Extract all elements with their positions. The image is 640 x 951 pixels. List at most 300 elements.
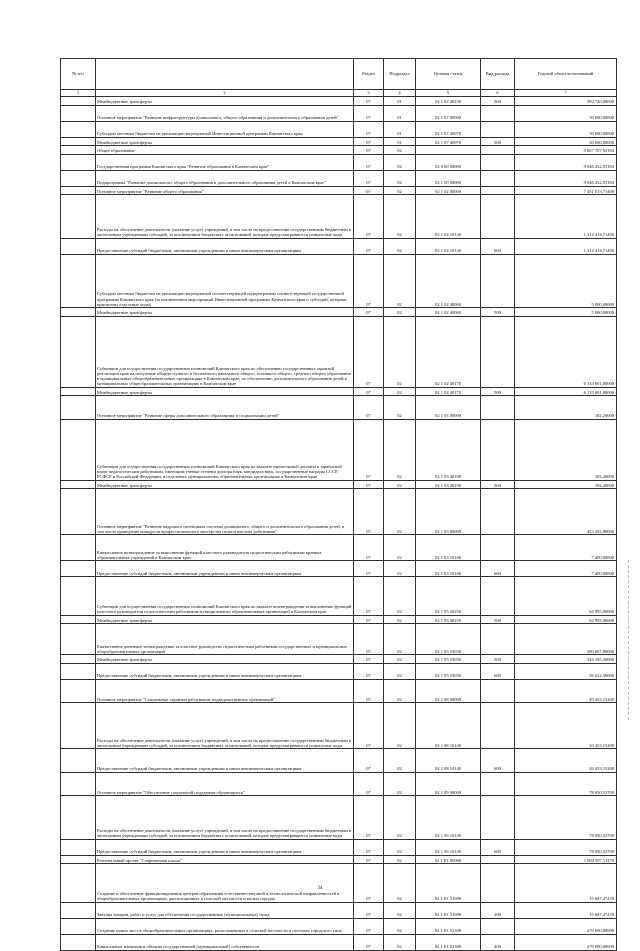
row-number bbox=[61, 316, 96, 387]
row-name: Субвенции для осуществления государственных полномочий Камчатского края по обеспечению государственных гарантий реализации прав на получение общедоступного и бесплатного начального общего, основного общего, среднего общего образования в муниципальных общеобразовательных организациях в Камчатском крае, по обеспечению дополнительного образования детей в муниципальных общеобразовательных организациях в Камчатском крае bbox=[96, 316, 354, 387]
row-number bbox=[61, 663, 96, 679]
row-name: Предоставление субсидий бюджетным, автономным учреждениям и иным некоммерческим организациям bbox=[96, 839, 354, 855]
table-row bbox=[61, 624, 617, 655]
row-razdel: 07 bbox=[354, 308, 384, 317]
row-razdel: 07 bbox=[354, 387, 384, 396]
row-statya: 02 1 08 10140 bbox=[416, 703, 481, 749]
row-razdel: 07 bbox=[354, 489, 384, 535]
row-number bbox=[61, 308, 96, 317]
index-cell: 6 bbox=[481, 90, 515, 97]
row-amount: 1 312 414,71400 bbox=[515, 238, 617, 254]
table-row bbox=[61, 918, 617, 934]
row-podrazdel: 02 bbox=[384, 918, 416, 934]
row-number bbox=[61, 703, 96, 749]
row-amount: 9 046 432,93184 bbox=[515, 170, 617, 186]
row-razdel: 07 bbox=[354, 186, 384, 195]
row-statya: 02 1 05 53030 bbox=[416, 655, 481, 664]
row-vid: 500 bbox=[481, 97, 515, 106]
header-razdel: Раздел bbox=[354, 59, 384, 90]
header-podrazdel: Подраздел bbox=[384, 59, 416, 90]
row-vid: 600 bbox=[481, 839, 515, 855]
table-row bbox=[61, 615, 617, 624]
row-razdel: 07 bbox=[354, 137, 384, 146]
row-podrazdel: 01 bbox=[384, 121, 416, 137]
table-row bbox=[61, 679, 617, 703]
row-amount: 344 185,30000 bbox=[515, 655, 617, 664]
row-razdel: 07 bbox=[354, 121, 384, 137]
row-statya: 02 1 02 10140 bbox=[416, 238, 481, 254]
row-number bbox=[61, 121, 96, 137]
row-podrazdel: 02 bbox=[384, 934, 416, 950]
row-name: Расходы на обеспечение деятельности (оказание услуг) учреждений, в том числе на предоставление государственным бюджетным и автономным учреждениям субсидий, за исключением бюджетных ассигнований, которые предусматриваются уникальные коды bbox=[96, 195, 354, 239]
row-name: Межбюджетные трансферты bbox=[96, 97, 354, 106]
row-name: Межбюджетные трансферты bbox=[96, 655, 354, 664]
row-statya: 02 1 05 53030 bbox=[416, 624, 481, 655]
row-vid: 500 bbox=[481, 480, 515, 489]
row-podrazdel: 02 bbox=[384, 170, 416, 186]
row-statya: 02 1 02 40060 bbox=[416, 308, 481, 317]
row-number bbox=[61, 624, 96, 655]
table-row bbox=[61, 316, 617, 387]
row-statya: 02 1 08 00000 bbox=[416, 679, 481, 703]
row-vid bbox=[481, 195, 515, 239]
row-vid: 200 bbox=[481, 902, 515, 918]
header-sum: Годовой объем ассигнований bbox=[515, 59, 617, 90]
index-cell: 2 bbox=[96, 90, 354, 97]
budget-table bbox=[60, 58, 617, 951]
row-podrazdel: 02 bbox=[384, 316, 416, 387]
row-podrazdel: 02 bbox=[384, 663, 416, 679]
row-name: Государственная программа Камчатского края "Развитие образования в Камчатском крае" bbox=[96, 154, 354, 170]
row-razdel: 07 bbox=[354, 254, 384, 308]
row-statya: 02 1 07 40070 bbox=[416, 121, 481, 137]
table-row bbox=[61, 772, 617, 796]
table-row bbox=[61, 186, 617, 195]
table-row bbox=[61, 934, 617, 950]
table-row bbox=[61, 535, 617, 561]
table-row bbox=[61, 663, 617, 679]
row-vid: 500 bbox=[481, 615, 515, 624]
row-statya: 02 1 02 10140 bbox=[416, 195, 481, 239]
table-row bbox=[61, 839, 617, 855]
row-podrazdel: 02 bbox=[384, 864, 416, 903]
table-row bbox=[61, 97, 617, 106]
row-vid bbox=[481, 864, 515, 903]
row-number bbox=[61, 749, 96, 773]
row-vid bbox=[481, 396, 515, 420]
index-row bbox=[61, 90, 617, 97]
row-name: Расходы на обеспечение деятельности (оказание услуг) учреждений, в том числе на предоставление государственным бюджетным и автономным учреждениям субсидий, за исключением бюджетных ассигнований, которые предусматриваются уникальные коды bbox=[96, 796, 354, 840]
row-name: Субсидии местным бюджетам на реализацию мероприятий соответствующей подпрограммы соответствующей государственной программы Камчатского края (за исключением мероприятий Инвестиционной программы Камчатского края и субсидий, которым присвоены отдельные коды) bbox=[96, 254, 354, 308]
row-podrazdel: 02 bbox=[384, 238, 416, 254]
row-podrazdel: 02 bbox=[384, 480, 416, 489]
table-row bbox=[61, 655, 617, 664]
index-cell: 7 bbox=[515, 90, 617, 97]
row-name: Основное мероприятие "Развитие кадрового потенциала системы дошкольного, общего и дополнительного образования детей, в том числе проведение конкурсов профессионального мастерства педагогических работников" bbox=[96, 489, 354, 535]
row-statya: 02 1 05 10160 bbox=[416, 561, 481, 577]
row-number bbox=[61, 396, 96, 420]
table-row bbox=[61, 864, 617, 903]
row-podrazdel: 02 bbox=[384, 749, 416, 773]
table-row bbox=[61, 577, 617, 616]
header-statya: Целевая статья bbox=[416, 59, 481, 90]
row-vid bbox=[481, 855, 515, 864]
row-number bbox=[61, 195, 96, 239]
row-statya: 02 1 E1 52300 bbox=[416, 918, 481, 934]
row-vid: 500 bbox=[481, 137, 515, 146]
row-number bbox=[61, 918, 96, 934]
header-num: № п/п bbox=[61, 59, 96, 90]
row-statya: 02 1 02 40170 bbox=[416, 316, 481, 387]
row-vid: 600 bbox=[481, 561, 515, 577]
row-vid: 600 bbox=[481, 663, 515, 679]
row-name: Предоставление субсидий бюджетным, автономным учреждениям и иным некоммерческим организациям bbox=[96, 749, 354, 773]
row-name: Основное мероприятие "Развитие общего образования" bbox=[96, 186, 354, 195]
row-number bbox=[61, 864, 96, 903]
row-name: Основное мероприятие "Развитие инфраструктуры дошкольного, общего образования и дополнительного образования детей" bbox=[96, 105, 354, 121]
row-razdel: 07 bbox=[354, 918, 384, 934]
row-number bbox=[61, 535, 96, 561]
row-razdel: 07 bbox=[354, 105, 384, 121]
budget-table-page bbox=[60, 58, 616, 951]
row-amount: 30 000,00000 bbox=[515, 105, 617, 121]
row-vid bbox=[481, 419, 515, 480]
row-razdel: 07 bbox=[354, 170, 384, 186]
table-row bbox=[61, 170, 617, 186]
row-statya: 02 1 05 00000 bbox=[416, 489, 481, 535]
row-amount: 5 000,00000 bbox=[515, 254, 617, 308]
row-amount: 270 000,00000 bbox=[515, 918, 617, 934]
table-row bbox=[61, 902, 617, 918]
row-podrazdel: 02 bbox=[384, 902, 416, 918]
row-razdel: 07 bbox=[354, 195, 384, 239]
row-amount: 20 453,15200 bbox=[515, 703, 617, 749]
row-podrazdel: 02 bbox=[384, 146, 416, 155]
row-amount: 270 000,00000 bbox=[515, 934, 617, 950]
row-podrazdel: 02 bbox=[384, 154, 416, 170]
table-row bbox=[61, 154, 617, 170]
row-amount: 20 453,15200 bbox=[515, 679, 617, 703]
row-statya: 02 1 E1 00000 bbox=[416, 855, 481, 864]
row-statya: 02 1 02 40230 bbox=[416, 97, 481, 106]
table-row bbox=[61, 137, 617, 146]
row-podrazdel: 02 bbox=[384, 396, 416, 420]
row-vid bbox=[481, 105, 515, 121]
row-name: Межбюджетные трансферты bbox=[96, 615, 354, 624]
table-row bbox=[61, 796, 617, 840]
row-number bbox=[61, 146, 96, 155]
row-name: Межбюджетные трансферты bbox=[96, 308, 354, 317]
row-razdel: 07 bbox=[354, 934, 384, 950]
row-statya: 02 1 02 40060 bbox=[416, 254, 481, 308]
table-row bbox=[61, 146, 617, 155]
table-row bbox=[61, 489, 617, 535]
row-number bbox=[61, 137, 96, 146]
row-razdel: 07 bbox=[354, 655, 384, 664]
row-podrazdel: 01 bbox=[384, 97, 416, 106]
row-razdel: 07 bbox=[354, 238, 384, 254]
row-name: Предоставление субсидий бюджетным, автономным учреждениям и иным некоммерческим организациям bbox=[96, 561, 354, 577]
row-amount: 30 000,00000 bbox=[515, 137, 617, 146]
row-vid bbox=[481, 772, 515, 796]
index-cell: 1 bbox=[61, 90, 96, 97]
row-number bbox=[61, 154, 96, 170]
row-razdel: 07 bbox=[354, 396, 384, 420]
row-razdel: 07 bbox=[354, 703, 384, 749]
row-statya: 02 1 03 40190 bbox=[416, 419, 481, 480]
row-number bbox=[61, 561, 96, 577]
row-amount: 7 400,00000 bbox=[515, 535, 617, 561]
row-amount: 1 312 414,71400 bbox=[515, 195, 617, 239]
row-amount: 9 046 432,93184 bbox=[515, 154, 617, 170]
table-row bbox=[61, 703, 617, 749]
row-statya: 02 1 E1 52300 bbox=[416, 934, 481, 950]
row-amount: 582 720,00000 bbox=[515, 97, 617, 106]
row-statya: 02 1 00 00000 bbox=[416, 170, 481, 186]
row-statya: 02 1 E1 51690 bbox=[416, 864, 481, 903]
row-name: Предоставление субсидий бюджетным, автономным учреждениям и иным некоммерческим организациям bbox=[96, 663, 354, 679]
row-razdel: 07 bbox=[354, 679, 384, 703]
row-statya: 02 1 05 10160 bbox=[416, 535, 481, 561]
row-amount: 9 067 707,93184 bbox=[515, 146, 617, 155]
index-cell: 3 bbox=[354, 90, 384, 97]
row-razdel: 07 bbox=[354, 855, 384, 864]
row-razdel: 07 bbox=[354, 577, 384, 616]
table-row bbox=[61, 561, 617, 577]
table-row bbox=[61, 419, 617, 480]
row-vid bbox=[481, 146, 515, 155]
row-number bbox=[61, 655, 96, 664]
row-number bbox=[61, 489, 96, 535]
row-name: Создание новых мест в общеобразовательных организациях, расположенных в сельской местности и поселках городского типа bbox=[96, 918, 354, 934]
row-statya: 02 1 05 53030 bbox=[416, 663, 481, 679]
index-cell: 4 bbox=[384, 90, 416, 97]
row-name: Региональный проект "Современная школа" bbox=[96, 855, 354, 864]
table-row bbox=[61, 749, 617, 773]
row-razdel: 07 bbox=[354, 772, 384, 796]
row-vid: 500 bbox=[481, 308, 515, 317]
row-amount: 78 050,53700 bbox=[515, 796, 617, 840]
row-podrazdel: 02 bbox=[384, 655, 416, 664]
row-amount: 30 000,00000 bbox=[515, 121, 617, 137]
row-razdel: 07 bbox=[354, 97, 384, 106]
table-row bbox=[61, 254, 617, 308]
row-razdel: 07 bbox=[354, 154, 384, 170]
row-vid bbox=[481, 316, 515, 387]
row-razdel: 07 bbox=[354, 419, 384, 480]
row-vid bbox=[481, 186, 515, 195]
row-statya: 02 1 09 10140 bbox=[416, 839, 481, 855]
row-amount: 36 622,50000 bbox=[515, 663, 617, 679]
row-amount: 6 133 601,00000 bbox=[515, 387, 617, 396]
row-amount: 20 453,15200 bbox=[515, 749, 617, 773]
row-name: Подпрограмма "Развитие дошкольного, общего образования и дополнительного образования детей в Камчатском крае" bbox=[96, 170, 354, 186]
row-vid bbox=[481, 154, 515, 170]
row-razdel: 07 bbox=[354, 864, 384, 903]
row-vid bbox=[481, 170, 515, 186]
row-statya: 02 1 02 40170 bbox=[416, 387, 481, 396]
row-statya: 02 1 E1 51690 bbox=[416, 902, 481, 918]
row-number bbox=[61, 615, 96, 624]
row-number bbox=[61, 238, 96, 254]
row-name: Закупка товаров, работ и услуг для обеспечения государственных (муниципальных) нужд bbox=[96, 902, 354, 918]
row-number bbox=[61, 480, 96, 489]
row-podrazdel: 02 bbox=[384, 772, 416, 796]
row-statya bbox=[416, 146, 481, 155]
row-name: Капитальные вложения в объекты государственной (муниципальной) собственности bbox=[96, 934, 354, 950]
row-vid: 600 bbox=[481, 238, 515, 254]
header-name bbox=[96, 59, 354, 90]
row-podrazdel: 02 bbox=[384, 387, 416, 396]
row-vid bbox=[481, 254, 515, 308]
row-podrazdel: 02 bbox=[384, 577, 416, 616]
row-name: Ежемесячное вознаграждение за выполнение функций классного руководителя педагогическим работникам краевых образовательных учреждений в Камчатском крае bbox=[96, 535, 354, 561]
table-row bbox=[61, 195, 617, 239]
row-statya: 02 1 09 10140 bbox=[416, 796, 481, 840]
row-vid: 500 bbox=[481, 387, 515, 396]
row-number bbox=[61, 186, 96, 195]
row-vid bbox=[481, 703, 515, 749]
row-statya: 02 1 03 40190 bbox=[416, 480, 481, 489]
header-row bbox=[61, 59, 617, 90]
index-cell: 5 bbox=[416, 90, 481, 97]
row-vid: 500 bbox=[481, 655, 515, 664]
row-podrazdel: 02 bbox=[384, 703, 416, 749]
row-name: Расходы на обеспечение деятельности (оказание услуг) учреждений, в том числе на предоставление государственным бюджетным и автономным учреждениям субсидий, за исключением бюджетных ассигнований, которые предусматриваются уникальные коды bbox=[96, 703, 354, 749]
row-name: Общее образование bbox=[96, 146, 354, 155]
row-amount: 182,20000 bbox=[515, 396, 617, 420]
scan-edge-line bbox=[628, 560, 630, 720]
row-razdel: 07 bbox=[354, 902, 384, 918]
row-amount: 1 004 597,11470 bbox=[515, 855, 617, 864]
row-vid bbox=[481, 679, 515, 703]
row-number bbox=[61, 772, 96, 796]
row-name: Основное мероприятие "Развитие сферы дополнительного образования и социализации детей" bbox=[96, 396, 354, 420]
row-amount: 7 400,00000 bbox=[515, 561, 617, 577]
row-podrazdel: 02 bbox=[384, 489, 416, 535]
row-number bbox=[61, 934, 96, 950]
row-amount: 6 133 601,00000 bbox=[515, 316, 617, 387]
row-name: Предоставление субсидий бюджетным, автономным учреждениям и иным некоммерческим организациям bbox=[96, 238, 354, 254]
row-vid bbox=[481, 918, 515, 934]
row-number bbox=[61, 254, 96, 308]
row-amount: 5 000,00000 bbox=[515, 308, 617, 317]
row-podrazdel: 02 bbox=[384, 796, 416, 840]
row-podrazdel: 02 bbox=[384, 624, 416, 655]
row-razdel: 07 bbox=[354, 624, 384, 655]
row-number bbox=[61, 419, 96, 480]
row-podrazdel: 01 bbox=[384, 137, 416, 146]
row-statya: 02 1 02 00000 bbox=[416, 186, 481, 195]
row-vid bbox=[481, 577, 515, 616]
row-razdel: 07 bbox=[354, 839, 384, 855]
row-statya: 02 1 05 40250 bbox=[416, 577, 481, 616]
row-name: Создание и обеспечение функционирования центров образования естественно-научной и технологической направленностей в общеобразовательных организациях, расположенных в сельской местности и малых городах bbox=[96, 864, 354, 903]
row-vid bbox=[481, 535, 515, 561]
row-vid bbox=[481, 624, 515, 655]
row-razdel: 07 bbox=[354, 316, 384, 387]
row-name: Межбюджетные трансферты bbox=[96, 387, 354, 396]
row-name: Основное мероприятие "Социальные гарантии работникам подведомственных организаций" bbox=[96, 679, 354, 703]
table-row bbox=[61, 387, 617, 396]
row-razdel: 07 bbox=[354, 615, 384, 624]
row-statya: 02 1 08 10140 bbox=[416, 749, 481, 773]
row-amount: 453 202,80000 bbox=[515, 489, 617, 535]
row-statya: 02 1 05 40250 bbox=[416, 615, 481, 624]
row-name: Межбюджетные трансферты bbox=[96, 480, 354, 489]
table-row bbox=[61, 480, 617, 489]
row-podrazdel: 02 bbox=[384, 535, 416, 561]
row-number bbox=[61, 170, 96, 186]
row-amount: 380 807,80000 bbox=[515, 624, 617, 655]
table-body bbox=[61, 97, 617, 951]
row-number bbox=[61, 105, 96, 121]
row-number bbox=[61, 577, 96, 616]
row-amount: 7 451 015,71400 bbox=[515, 186, 617, 195]
row-podrazdel: 02 bbox=[384, 419, 416, 480]
row-number bbox=[61, 855, 96, 864]
row-number bbox=[61, 387, 96, 396]
table-row bbox=[61, 238, 617, 254]
row-amount: 64 995,00000 bbox=[515, 615, 617, 624]
row-razdel: 07 bbox=[354, 749, 384, 773]
row-statya: 02 1 09 00000 bbox=[416, 772, 481, 796]
row-podrazdel: 02 bbox=[384, 839, 416, 855]
row-amount: 64 995,00000 bbox=[515, 577, 617, 616]
table-row bbox=[61, 855, 617, 864]
row-number bbox=[61, 679, 96, 703]
row-amount: 78 050,53700 bbox=[515, 839, 617, 855]
row-podrazdel: 02 bbox=[384, 855, 416, 864]
page-number: 34 bbox=[317, 886, 323, 891]
row-amount: 182,20000 bbox=[515, 419, 617, 480]
row-name: Межбюджетные трансферты bbox=[96, 137, 354, 146]
row-statya: 02 0 00 00000 bbox=[416, 154, 481, 170]
table-row bbox=[61, 121, 617, 137]
row-vid bbox=[481, 796, 515, 840]
row-statya: 02 1 07 00000 bbox=[416, 105, 481, 121]
row-amount: 78 050,53700 bbox=[515, 772, 617, 796]
row-razdel: 07 bbox=[354, 535, 384, 561]
table-row bbox=[61, 396, 617, 420]
row-number bbox=[61, 796, 96, 840]
row-vid: 600 bbox=[481, 749, 515, 773]
row-podrazdel: 01 bbox=[384, 105, 416, 121]
row-name: Ежемесячное денежное вознаграждение за классное руководство педагогическим работникам государственных и муниципальных общеобразовательных организаций bbox=[96, 624, 354, 655]
row-amount: 15 687,47470 bbox=[515, 902, 617, 918]
row-amount: 182,20000 bbox=[515, 480, 617, 489]
row-podrazdel: 02 bbox=[384, 615, 416, 624]
row-podrazdel: 02 bbox=[384, 186, 416, 195]
row-statya: 02 1 07 40070 bbox=[416, 137, 481, 146]
row-podrazdel: 02 bbox=[384, 679, 416, 703]
row-name: Субвенции для осуществления государственных полномочий Камчатского края по выплате ежемесячной доплаты к заработной плате педагогическим работникам, имеющим ученые степени доктора наук, кандидата наук, государственные награды СССР, РСФСР и Российской Федерации, в отдельных муниципальных образовательных организациях в Камчатском крае bbox=[96, 419, 354, 480]
row-vid bbox=[481, 121, 515, 137]
table-row bbox=[61, 105, 617, 121]
row-razdel: 07 bbox=[354, 796, 384, 840]
row-name: Субвенции для осуществления государственных полномочий Камчатского края по выплате вознаграждения за выполнение функций классного руководителя педагогическим работникам муниципальных образовательных организаций в Камчатском крае bbox=[96, 577, 354, 616]
row-number bbox=[61, 902, 96, 918]
row-number bbox=[61, 839, 96, 855]
row-statya: 02 1 03 00000 bbox=[416, 396, 481, 420]
row-podrazdel: 02 bbox=[384, 561, 416, 577]
row-podrazdel: 02 bbox=[384, 308, 416, 317]
row-razdel: 07 bbox=[354, 480, 384, 489]
row-razdel: 07 bbox=[354, 146, 384, 155]
row-name: Основное мероприятие "Обеспечение социальной поддержки обучающихся" bbox=[96, 772, 354, 796]
row-vid: 400 bbox=[481, 934, 515, 950]
header-vid: Вид расхода bbox=[481, 59, 515, 90]
